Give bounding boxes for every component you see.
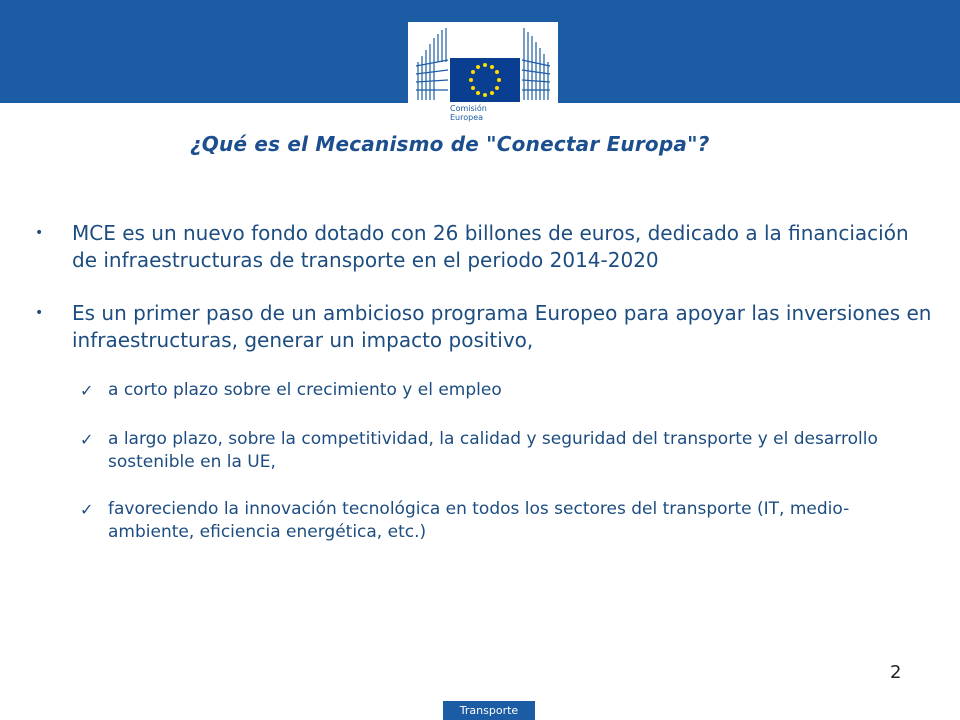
- checkmark-icon: ✓: [80, 381, 94, 400]
- bullet-dot-icon: •: [35, 305, 44, 321]
- footer-tag: Transporte: [443, 701, 535, 720]
- check-text: a corto plazo sobre el crecimiento y el empleo: [108, 380, 502, 400]
- bullet-text: Es un primer paso de un ambicioso programa Europeo para apoyar las inversiones en infraestructuras, generar un impacto positivo,: [72, 301, 932, 352]
- check-item: [80, 428, 928, 474]
- check-text: a largo plazo, sobre la competitividad, la calidad y seguridad del transporte y el desarrollo sostenible en la UE,: [108, 429, 878, 472]
- logo-caption-line1: Comisión: [450, 104, 487, 113]
- logo-caption: [450, 104, 487, 122]
- page-number: 2: [890, 662, 902, 683]
- bullet-dot-icon: •: [35, 225, 44, 241]
- check-item: [80, 498, 928, 544]
- logo-caption-line2: Europea: [450, 113, 484, 122]
- check-item: [80, 379, 928, 402]
- checkmark-icon: ✓: [80, 430, 94, 449]
- check-text: favoreciendo la innovación tecnológica en todos los sectores del transporte (IT, medio-ambiente, eficiencia energética, etc.): [108, 499, 850, 542]
- checkmark-icon: ✓: [80, 500, 94, 519]
- slide-title: ¿Qué es el Mecanismo de "Conectar Europa"?: [190, 132, 710, 156]
- bullet-item: [35, 300, 932, 354]
- bullet-text: MCE es un nuevo fondo dotado con 26 billones de euros, dedicado a la financiación de infraestructuras de transporte en el periodo 2014-2020: [72, 221, 909, 272]
- european-commission-logo: [408, 22, 558, 134]
- bullet-item: [35, 220, 932, 274]
